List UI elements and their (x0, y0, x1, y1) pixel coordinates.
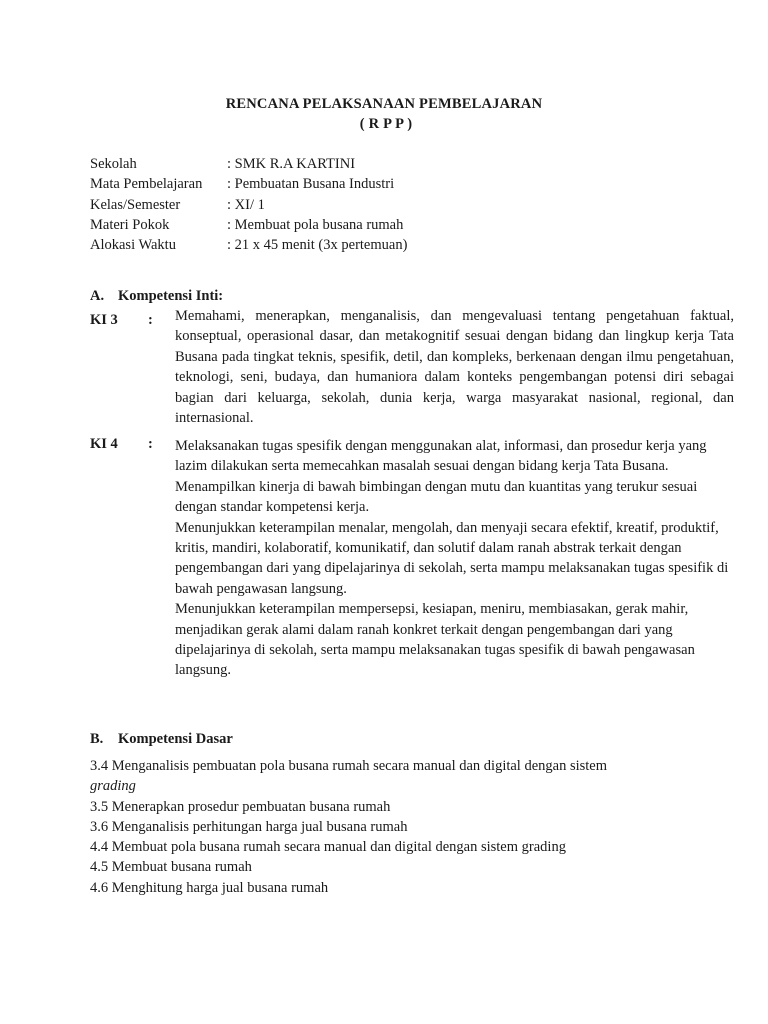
section-b-title: Kompetensi Dasar (118, 731, 233, 747)
section-a-number: A. (90, 288, 105, 304)
identity-label: Alokasi Waktu (90, 237, 176, 254)
identity-value: : Membuat pola busana rumah (227, 216, 404, 233)
identity-row-subject (90, 174, 407, 194)
identity-value: : Pembuatan Busana Industri (227, 176, 395, 193)
identity-table (90, 154, 407, 255)
section-b-number: B. (90, 731, 104, 747)
identity-value: : XI/ 1 (227, 196, 265, 213)
kompetensi-dasar-list (90, 756, 730, 898)
ki4-paragraph: Menunjukkan keterampilan mempersepsi, kesiapan, meniru, membiasakan, gerak mahir, menjadikan gerak alami dalam ranah konkret terkait dengan pengembangan dari yang dipelajarinya di sekolah, serta mampu melaksanakan tugas spesifik di bawah pengawasan langsung. (175, 601, 695, 679)
ki4-label: KI 4 (90, 436, 118, 452)
list-item: 3.6 Menganalisis perhitungan harga jual busana rumah (90, 818, 408, 835)
list-item: 4.4 Membuat pola busana rumah secara manual dan digital dengan sistem grading (90, 839, 566, 856)
ki3-text: Memahami, menerapkan, menganalisis, dan mengevaluasi tentang pengetahuan faktual, konseptual, operasional dasar, dan metakognitif sesuai dengan bidang dan lingkup kerja Tata Busana pada tingkat teknis, spesifik, detil, dan kompleks, berkenaan dengan ilmu pengetahuan, teknologi, seni, budaya, dan humaniora dalam konteks pengembangan potensi diri sebagai bagian dari keluarga, sekolah, dunia kerja, warga masyarakat nasional, regional, dan internasional. (175, 308, 734, 427)
list-item: 4.5 Membuat busana rumah (90, 859, 252, 876)
ki4-colon: : (148, 436, 153, 452)
identity-row-time (90, 235, 407, 255)
identity-row-school (90, 154, 407, 174)
ki4-paragraph: Melaksanakan tugas spesifik dengan menggunakan alat, informasi, dan prosedur kerja yang lazim dilakukan serta memecahkan masalah sesuai dengan bidang kerja Tata Busana. (175, 438, 707, 475)
identity-row-topic (90, 215, 407, 235)
ki3-colon: : (148, 312, 153, 328)
identity-label: Mata Pembelajaran (90, 176, 203, 193)
identity-label: Sekolah (90, 156, 137, 172)
list-item: 4.6 Menghitung harga jual busana rumah (90, 879, 329, 896)
section-b-heading (90, 729, 233, 749)
document-subtitle: ( R P P ) (359, 116, 413, 132)
identity-value: : SMK R.A KARTINI (227, 156, 356, 172)
ki4-text (175, 436, 734, 681)
section-a-title: Kompetensi Inti: (118, 288, 224, 304)
identity-value: : 21 x 45 menit (3x pertemuan) (227, 237, 408, 254)
section-a-heading (90, 286, 223, 306)
list-item-italic: grading (90, 778, 136, 795)
identity-label: Kelas/Semester (90, 196, 181, 213)
identity-label: Materi Pokok (90, 216, 170, 233)
list-item: 3.5 Menerapkan prosedur pembuatan busana rumah (90, 798, 391, 815)
list-item (90, 756, 730, 797)
identity-row-class (90, 195, 407, 215)
ki4-paragraph: Menunjukkan keterampilan menalar, mengolah, dan menyaji secara efektif, kreatif, produktif, kritis, mandiri, kolaboratif, komunikatif, dan solutif dalam ranah abstrak terkait dengan pengembangan dari yang dipelajarinya di sekolah, serta mampu melaksanakan tugas spesifik di bawah pengawasan langsung. (175, 519, 729, 597)
ki3-label: KI 3 (90, 312, 118, 328)
document-title: RENCANA PELAKSANAAN PEMBELAJARAN (225, 96, 543, 112)
list-item-text: 3.4 Menganalisis pembuatan pola busana rumah secara manual dan digital dengan sistem (90, 758, 608, 774)
ki4-paragraph: Menampilkan kinerja di bawah bimbingan dengan mutu dan kuantitas yang terukur sesuai dengan standar kompetensi kerja. (175, 478, 698, 516)
